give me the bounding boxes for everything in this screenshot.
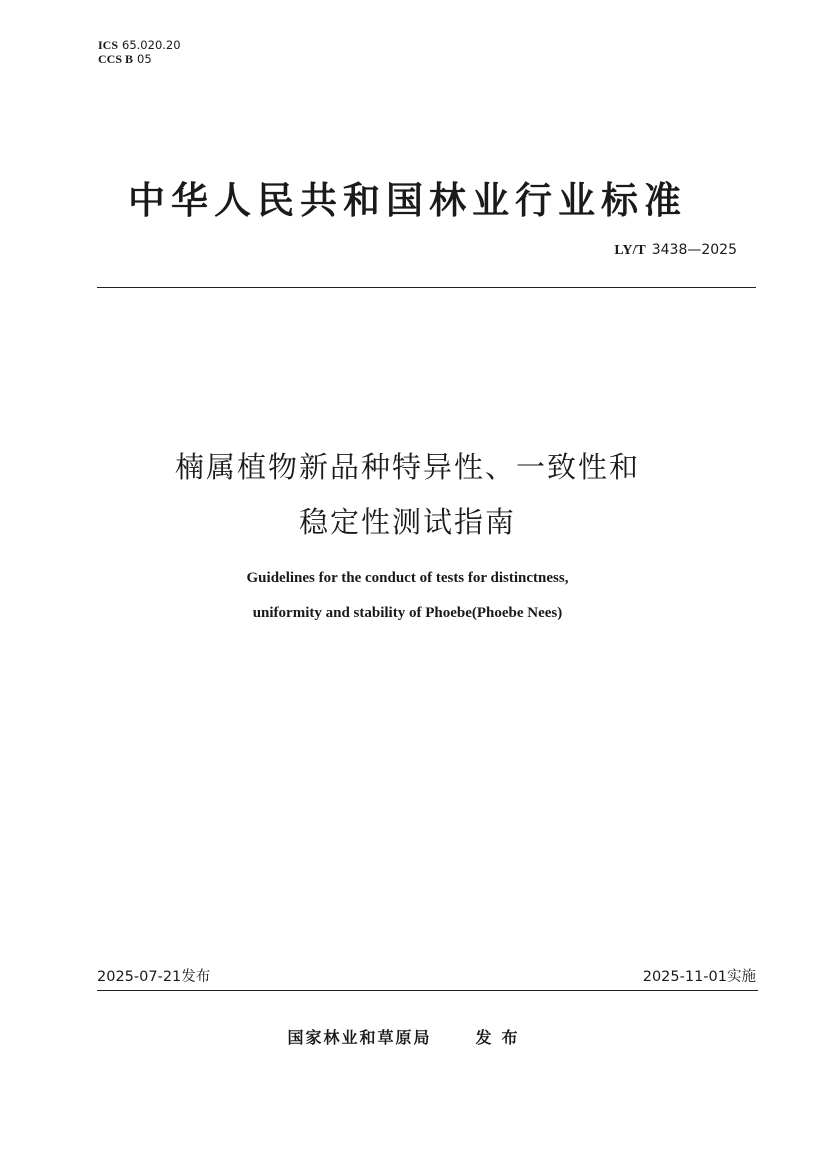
document-title-en-line2: uniformity and stability of Phoebe(Phoebe Nees) [252, 605, 563, 621]
ics-label: ICS [98, 38, 119, 52]
ccs-label: CCS B [98, 52, 134, 66]
ics-value: 65.020.20 [122, 38, 181, 52]
implementation-date: 2025-11-01实施 [642, 969, 756, 985]
standard-type-heading: 中华人民共和国林业行业标准 [128, 179, 687, 222]
ccs-value: 05 [137, 52, 152, 66]
issuing-authority: 国家林业和草原局 [287, 1028, 432, 1047]
ics-code-line [98, 38, 181, 52]
document-title-en-line1: Guidelines for the conduct of tests for distinctness, [246, 570, 569, 586]
document-title-zh-line2: 稳定性测试指南 [298, 505, 516, 539]
standard-number-value: 3438—2025 [651, 242, 737, 258]
issuer-row [0, 1025, 815, 1048]
bottom-divider [97, 990, 758, 991]
publish-label: 发布 [475, 1028, 528, 1047]
standard-number [614, 242, 737, 259]
issue-date: 2025-07-21发布 [97, 969, 211, 985]
document-title-zh-line1: 楠属植物新品种特异性、一致性和 [174, 450, 640, 484]
ccs-code-line [98, 52, 181, 66]
top-divider [97, 287, 756, 288]
classification-codes [98, 38, 181, 66]
standard-number-prefix: LY/T [614, 243, 646, 258]
